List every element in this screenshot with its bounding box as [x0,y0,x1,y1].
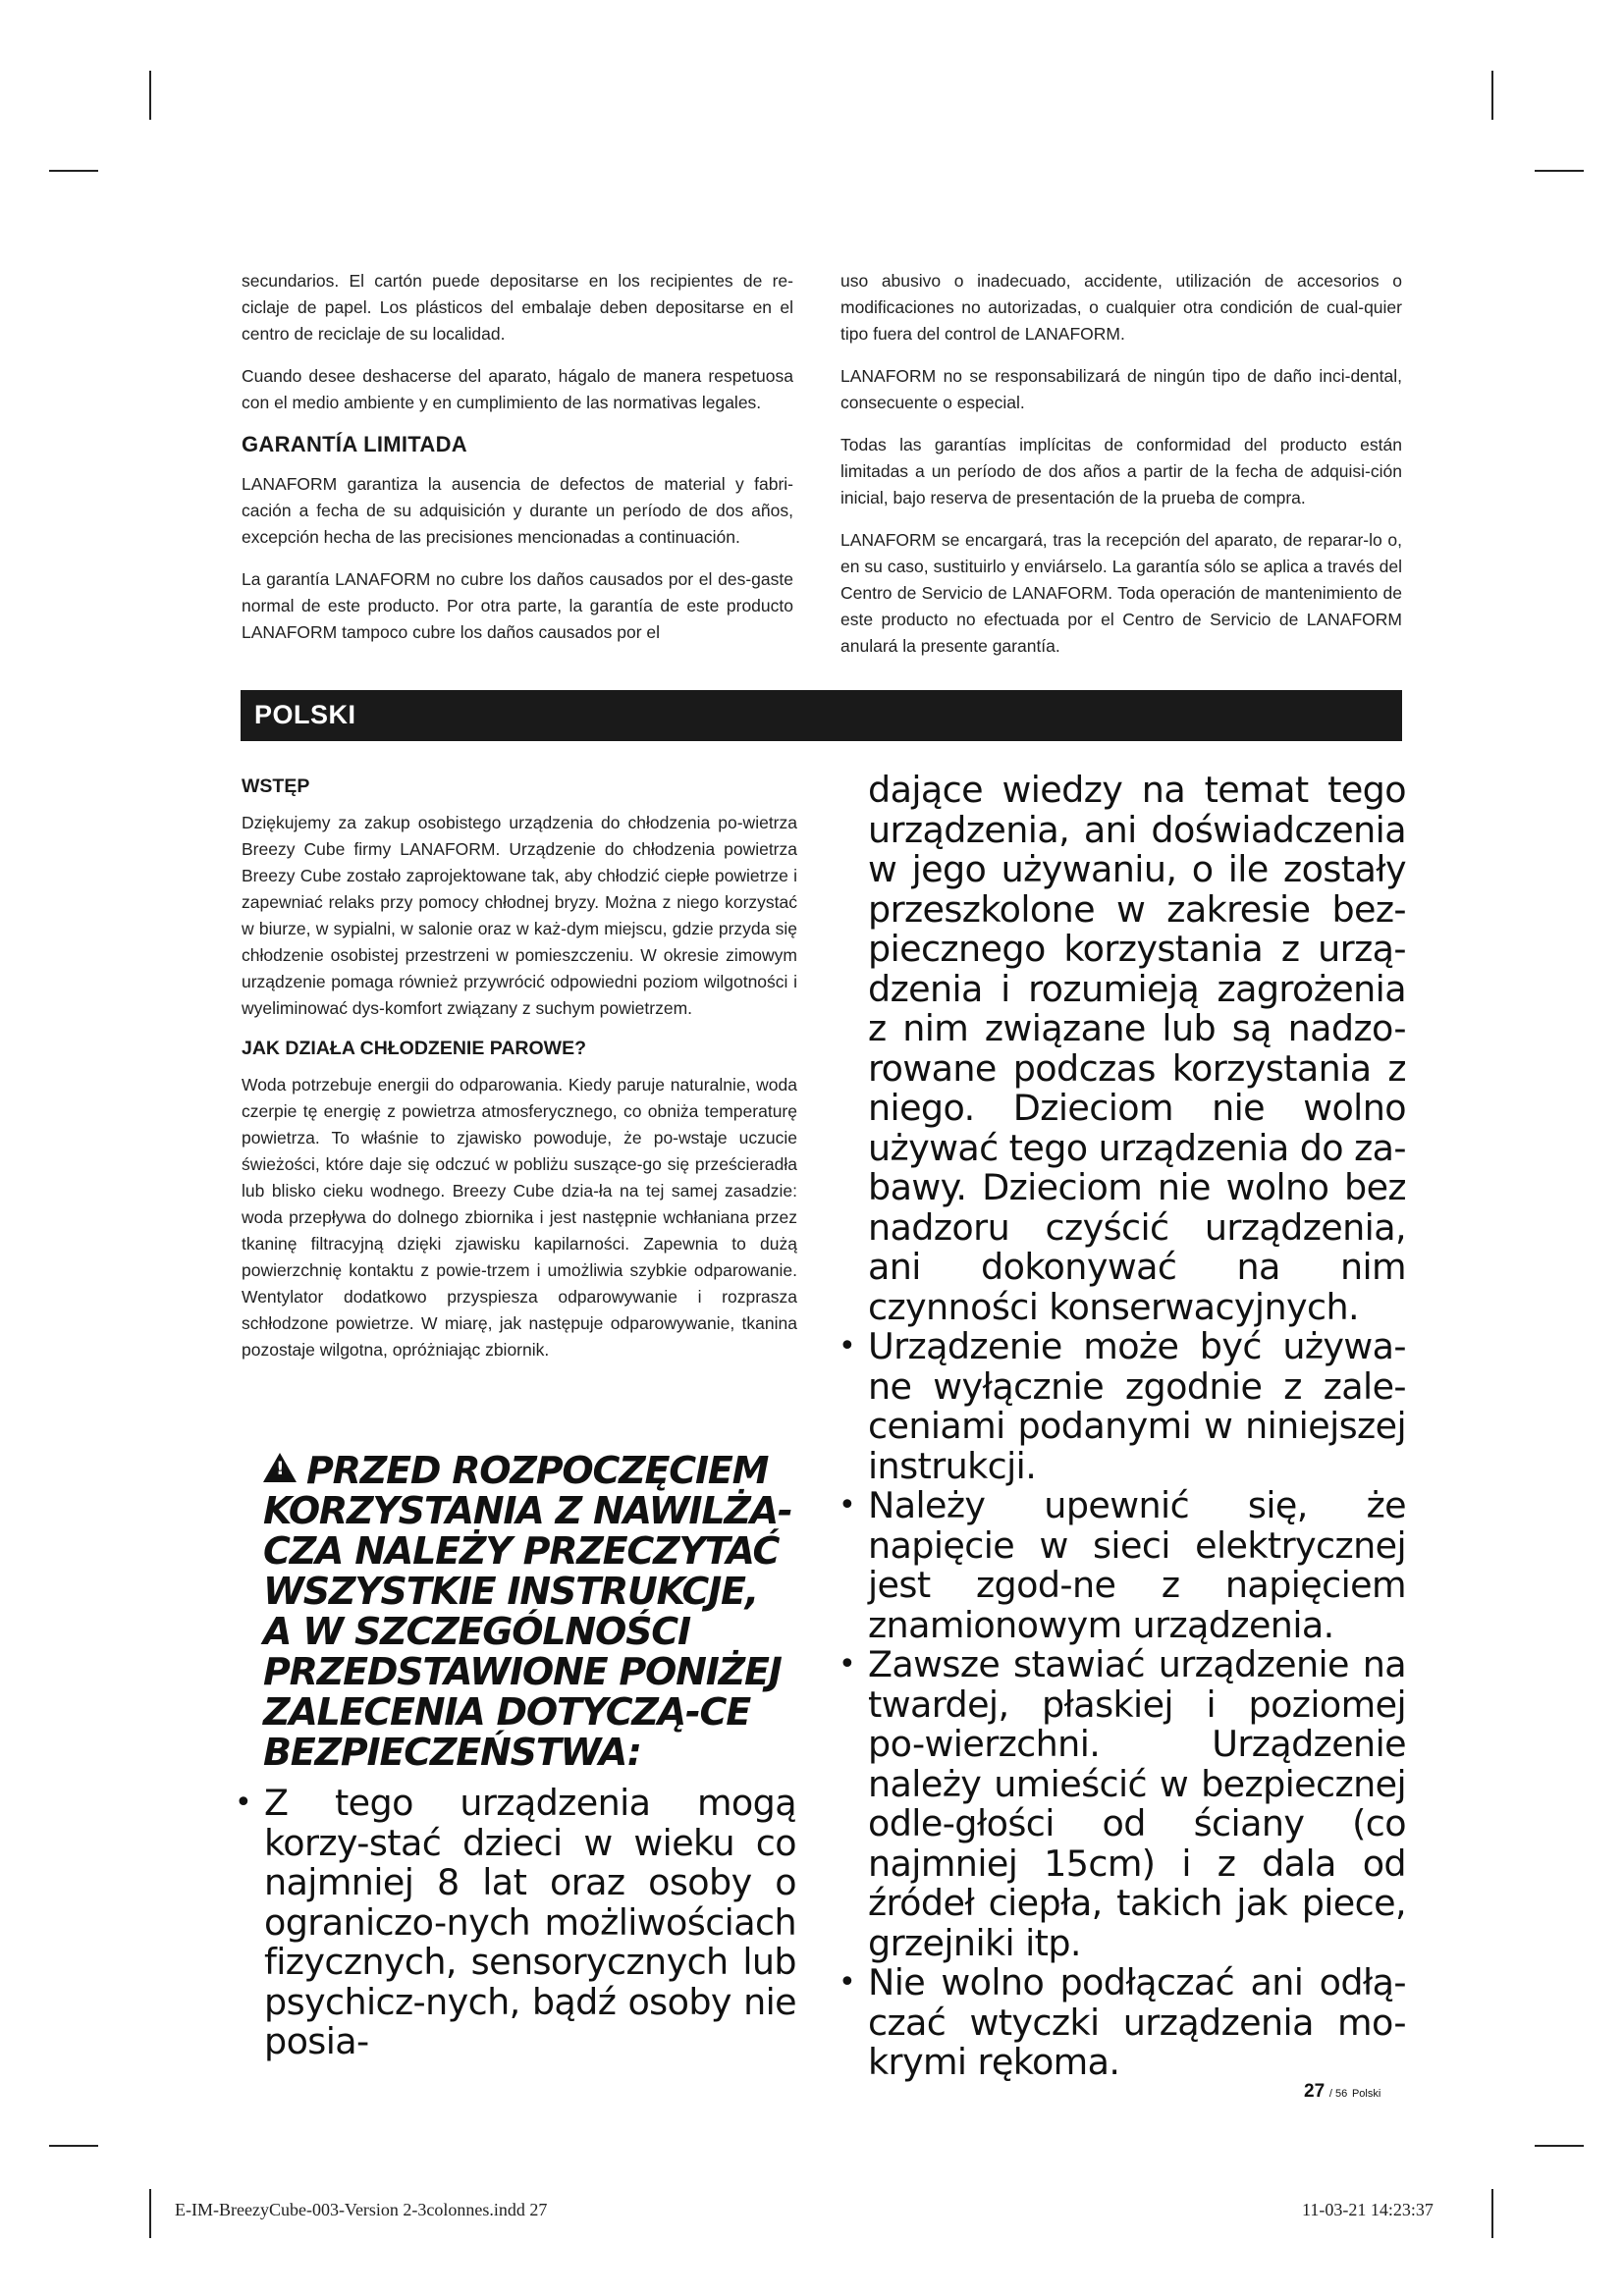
intro-heading: WSTĘP [242,775,310,797]
language-section-bar [241,690,1402,741]
bullet-dot-icon: • [235,1786,252,1820]
crop-mark [49,170,98,172]
list-item [839,1961,1406,2083]
page-total: / 56 [1328,2088,1348,2100]
paragraph: secundarios. El cartón puede depositarse en los recipientes de re-ciclaje de papel. Los plásticos del embalaje deben depositarse en el centro de reciclaje de su localidad. [242,271,793,344]
warning-triangle-icon [263,1453,297,1482]
page-language: Polski [1351,2088,1381,2100]
paragraph: Todas las garantías implícitas de conformidad del producto están limitadas a un período de dos años a partir de la fecha de adquisi-ción inicial, bajo reserva de presentación de la prueba de compra. [840,435,1402,507]
list-item [235,1782,796,2062]
intro-paragraph: Dziękujemy za zakup osobistego urządzenia do chłodzenia po-wietrza Breezy Cube firmy LANAFORM. Urządzenie do chłodzenia powietrza Breezy Cube zostało zaprojektowane tak, aby chłodzić ciepłe powietrze i zapewniać relaks przy pomocy chłodnej bryzy. Można z niego korzystać w biurze, w sypialni, w salonie oraz w każ-dym miejscu, gdzie przyda się chłodzenie osobistej przestrzeni w pomieszczeniu. W okresie zimowym urządzenie pomaga również przywrócić odpowiedni poziom wilgotności i wyeliminować dys-komfort związany z suchym powietrzem. [242,813,797,1018]
list-item-text: Urządzenie może być używa-ne wyłącznie zgodnie z zale-ceniami podanymi w niniejszej instrukcji. [868,1325,1406,1487]
crop-mark [149,2189,151,2238]
list-item-text: Z tego urządzenia mogą korzy-stać dzieci w wieku co najmniej 8 lat oraz osoby o ograniczo-nych możliwościach fizycznych, sensorycznych lub psychicz-nych, bądź osoby nie posia- [264,1782,796,2062]
crop-mark [1535,170,1584,172]
list-item [839,1484,1406,1646]
bullet-dot-icon: • [839,1965,856,2000]
page-current: 27 [1304,2081,1326,2102]
spanish-left-column [242,268,793,662]
paragraph: LANAFORM se encargará, tras la recepción del aparato, de reparar-lo o, en su caso, sustituirlo y enviárselo. La garantía sólo se aplica a través del Centro de Servicio de LANAFORM. Toda operación de mantenimiento de este producto no efectuada por el Centro de Servicio de LANAFORM anulará la presente garantía. [840,530,1402,656]
crop-mark [49,2145,98,2147]
polish-left-column [242,766,797,1379]
safety-list-left [235,1782,796,2062]
bullet-dot-icon: • [839,1488,856,1522]
section-bar-title: POLSKI [254,700,356,729]
list-item [839,1643,1406,1964]
section-heading: GARANTÍA LIMITADA [242,432,467,456]
bullet-dot-icon: • [839,1329,856,1363]
page-number [1304,2081,1380,2103]
how-paragraph: Woda potrzebuje energii do odparowania. Kiedy paruje naturalnie, woda czerpie tę energię z powietrza atmosferycznego, co obniża temperaturę powietrza. To właśnie to zjawisko powoduje, że po-wstaje uczucie świeżości, które daje się odczuć w pobliżu suszące-go się prześcieradła lub blisko cieku wodnego. Breezy Cube dzia-ła na tej samej zasadzie: woda przepływa do dolnego zbiornika i jest następnie wchłaniana przez tkaninę filtracyjną dzięki zjawisku kapilarności. Zapewnia to dużą powierzchnię kontaktu z powie-trzem i umożliwia szybkie odparowanie. Wentylator dodatkowo przyspiesza odparowywanie i rozprasza schłodzone powietrze. W miarę, jak następuje odparowywanie, tkanina pozostaje wilgotna, opróżniając zbiornik. [242,1075,797,1360]
paragraph: Cuando desee deshacerse del aparato, hágalo de manera respetuosa con el medio ambiente y en cumplimiento de las normativas legales. [242,366,793,412]
list-item-text: Należy upewnić się, że napięcie w sieci elektrycznej jest zgod-ne z napięciem znamionowym urządzenia. [868,1484,1406,1646]
file-slug: E-IM-BreezyCube-003-Version 2-3colonnes.indd 27 [175,2200,548,2219]
paragraph: LANAFORM no se responsabilizará de ningún tipo de daño inci-dental, consecuente o especial. [840,366,1402,412]
list-item [839,1325,1406,1487]
paragraph: uso abusivo o inadecuado, accidente, utilización de accesorios o modificaciones no autorizadas, o cualquier otra condición de cual-quier tipo fuera del control de LANAFORM. [840,271,1402,344]
safety-list-right [839,769,1406,2083]
how-heading: JAK DZIAŁA CHŁODZENIE PAROWE? [242,1038,586,1059]
spanish-right-column [840,268,1402,675]
paragraph: La garantía LANAFORM no cubre los daños causados por el des-gaste normal de este producto. Por otra parte, la garantía de este producto LANAFORM tampoco cubre los daños causados por el [242,569,793,642]
warning-text: PRZED ROZPOCZĘCIEM KORZYSTANIA Z NAWILŻA-CZA NALEŻY PRZECZYTAĆ WSZYSTKIE INSTRUKCJE, A W SZCZEGÓLNOŚCI PRZEDSTAWIONE PONIŻEJ ZALECENIA DOTYCZĄ-CE BEZPIECZEŃSTWA: [263,1449,792,1774]
crop-mark [149,71,151,120]
list-item-text: Zawsze stawiać urządzenie na twardej, płaskiej i poziomej po-wierzchni. Urządzenie należy umieścić w bezpiecznej odle-głości od ściany (co najmniej 15cm) i z dala od źródeł ciepła, takich jak piece, grzejniki itp. [868,1643,1406,1964]
list-item-text: Nie wolno podłączać ani odłą-czać wtyczki urządzenia mo-krymi rękoma. [868,1961,1406,2083]
crop-mark [1535,2145,1584,2147]
paragraph: LANAFORM garantiza la ausencia de defectos de material y fabri-cación a fecha de su adquisición y durante un período de dos años, excepción hecha de las precisiones mencionadas a continuación. [242,474,793,547]
list-item-continuation: dające wiedzy na temat tego urządzenia, ani doświadczenia w jego używaniu, o ile zostały przeszkolone w zakresie bez-piecznego korzystania z urzą-dzenia i rozumieją zagrożenia z nim związane lub są nadzo-rowane podczas korzystania z niego. Dzieciom nie wolno używać tego urządzenia do za-bawy. Dzieciom nie wolno bez nadzoru czyścić urządzenia, ani dokonywać na nim czynności konserwacyjnych. [868,769,1406,1328]
crop-mark [1491,71,1493,120]
safety-warning-heading [263,1451,793,1773]
crop-mark [1491,2189,1493,2238]
timestamp: 11-03-21 14:23:37 [1302,2200,1434,2219]
bullet-dot-icon: • [839,1647,856,1682]
